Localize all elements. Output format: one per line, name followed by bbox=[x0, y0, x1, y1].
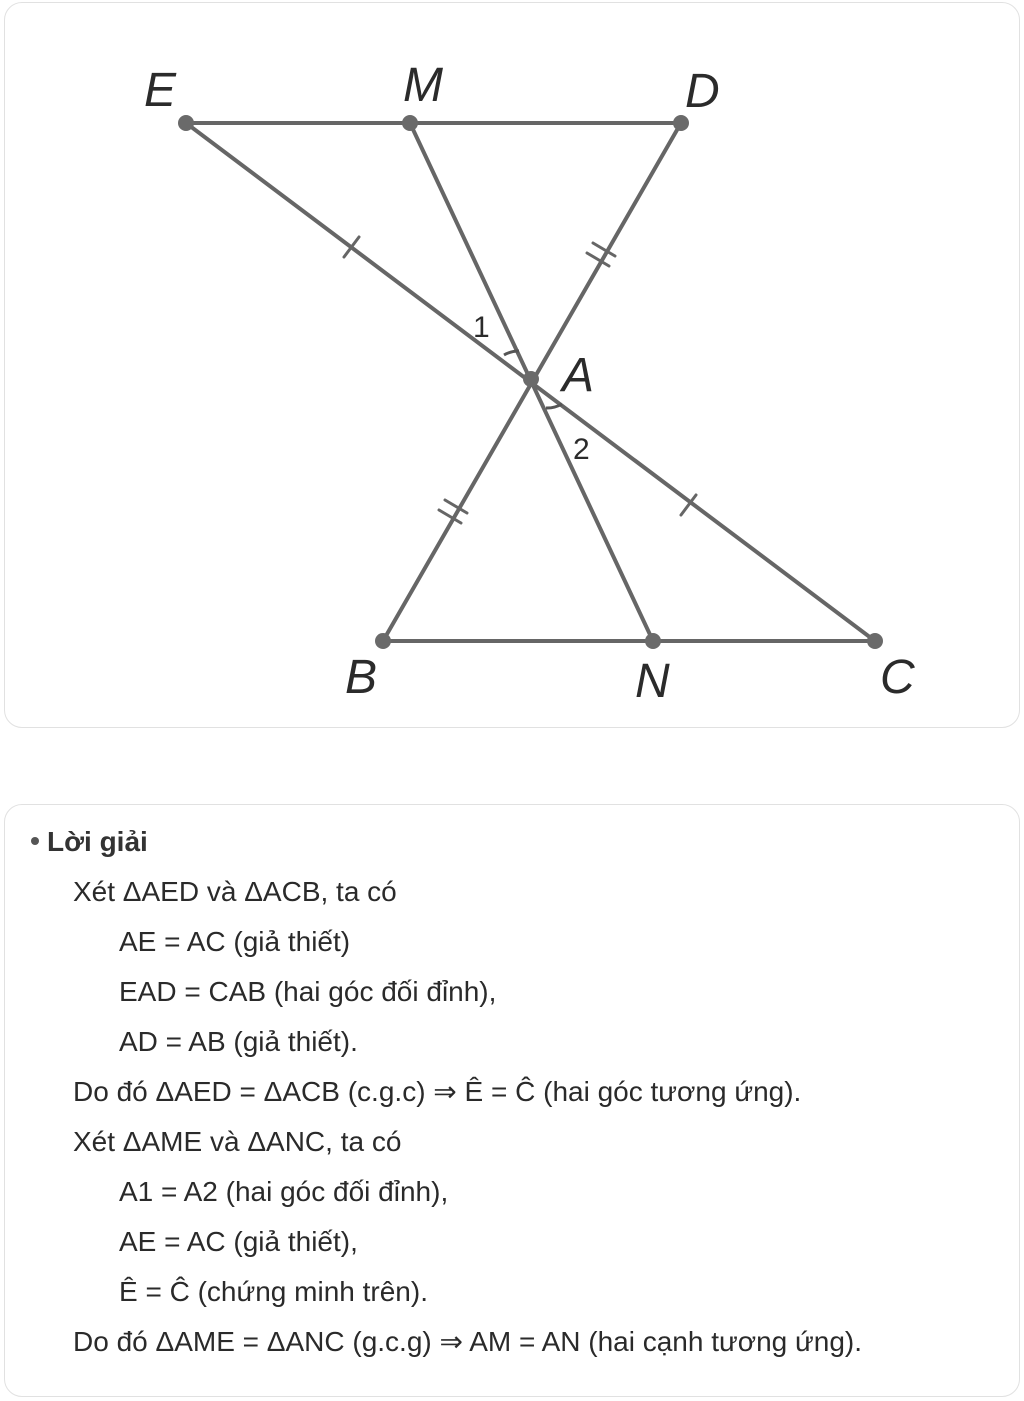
point-N bbox=[645, 633, 661, 649]
solution-line-5: Do đó ΔAED = ΔACB (c.g.c) ⇒ Ê = Ĉ (hai góc tương ứng). bbox=[73, 1076, 802, 1107]
solution-line-8: AE = AC (giả thiết), bbox=[119, 1226, 358, 1257]
solution-line-3: EAD = CAB (hai góc đối đỉnh), bbox=[119, 976, 497, 1007]
solution-heading: Lời giải bbox=[31, 817, 148, 867]
solution-line-7: A1 = A2 (hai góc đối đỉnh), bbox=[119, 1176, 449, 1207]
solution-line-1: Xét ΔAED và ΔACB, ta có bbox=[73, 876, 397, 907]
point-C bbox=[867, 633, 883, 649]
label-N: N bbox=[635, 655, 670, 708]
label-D: D bbox=[685, 65, 720, 118]
label-B: B bbox=[345, 651, 378, 704]
solution-line-10: Do đó ΔAME = ΔANC (g.c.g) ⇒ AM = AN (hai cạnh tương ứng). bbox=[73, 1326, 863, 1357]
label-C: C bbox=[880, 651, 915, 704]
point-A bbox=[523, 371, 539, 387]
angle-label-1: 1 bbox=[473, 311, 490, 344]
point-B bbox=[375, 633, 391, 649]
solution-line-2: AE = AC (giả thiết) bbox=[119, 926, 351, 957]
tick-EA bbox=[344, 237, 359, 257]
label-E: E bbox=[144, 64, 177, 117]
bullet-icon bbox=[31, 837, 39, 845]
solution-line-4: AD = AB (giả thiết). bbox=[119, 1026, 358, 1057]
solution-card bbox=[4, 804, 1020, 1397]
geometry-figure bbox=[5, 3, 1021, 729]
label-A: A bbox=[562, 349, 595, 402]
angle-label-2: 2 bbox=[573, 433, 590, 466]
label-M: M bbox=[403, 59, 443, 112]
solution-line-9: Ê = Ĉ (chứng minh trên). bbox=[119, 1276, 428, 1307]
solution-line-6: Xét ΔAME và ΔANC, ta có bbox=[73, 1126, 402, 1157]
figure-card bbox=[4, 2, 1020, 728]
point-E bbox=[178, 115, 194, 131]
point-M bbox=[402, 115, 418, 131]
angle-arc-2 bbox=[546, 404, 562, 408]
